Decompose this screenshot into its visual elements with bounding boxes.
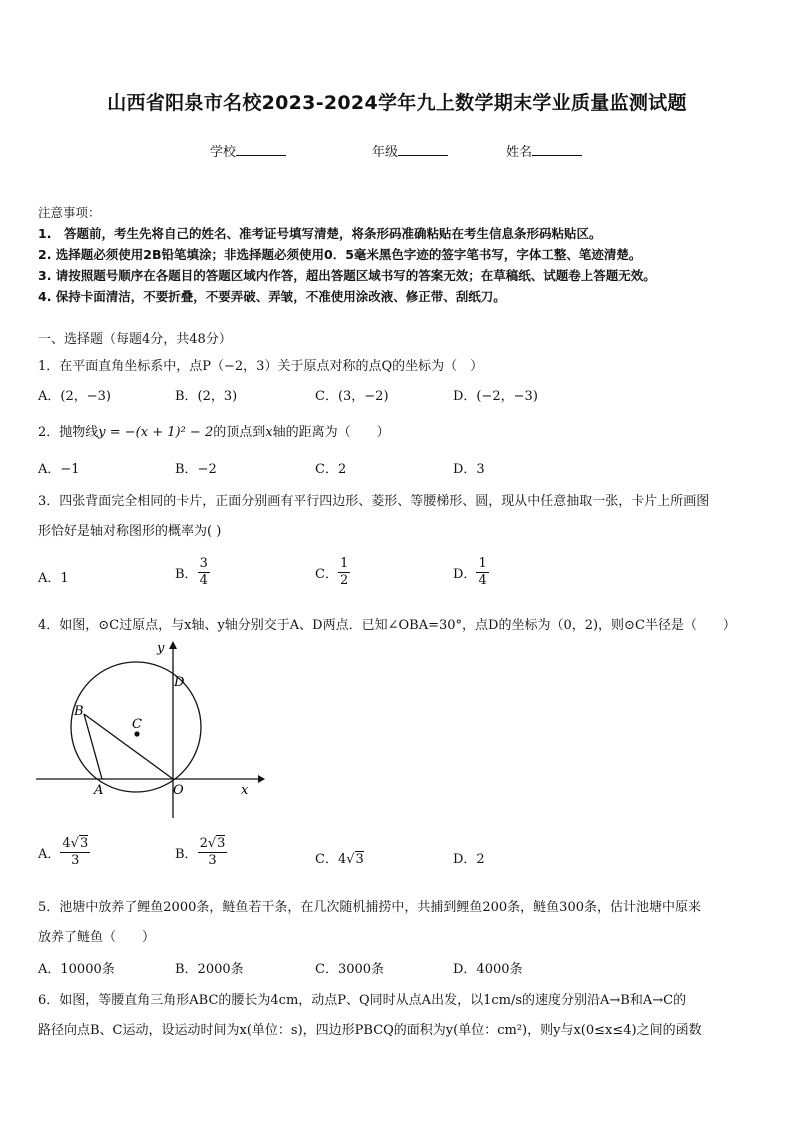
q4-a-coef: 4	[62, 836, 71, 851]
q3-d-den: 4	[478, 573, 487, 588]
name-label: 姓名	[506, 145, 533, 160]
q5-option-c: C．3000条	[315, 962, 385, 977]
q4-a-num: 4√3	[62, 836, 89, 851]
q5-stem-line2: 放养了鲢鱼（ ）	[38, 930, 156, 945]
note-item: 1. 答题前，考生先将自己的姓名、准考证号填写清楚，将条形码准确粘贴在考生信息条形码粘贴区。	[38, 226, 602, 241]
school-blank	[236, 143, 286, 156]
q3-b-den: 4	[199, 573, 208, 588]
grade-blank	[398, 143, 448, 156]
grade-field	[372, 141, 448, 160]
note-item: 3. 请按照题号顺序在各题目的答题区域内作答，超出答题区域书写的答案无效；在草稿纸、试题卷上答题无效。	[38, 268, 656, 283]
q1-option-b: B．(2，3)	[175, 389, 238, 404]
q4-b-num: 2√3	[199, 836, 226, 851]
q3-option-b	[175, 556, 210, 589]
q4-figure	[36, 640, 266, 820]
q3-c-label: C．	[315, 567, 338, 582]
q2-stem	[38, 421, 390, 440]
q3-b-fraction	[198, 556, 210, 589]
q4-a-radicand: 3	[79, 836, 89, 851]
name-blank	[532, 143, 582, 156]
q3-stem-line2: 形恰好是轴对称图形的概率为( )	[38, 524, 222, 539]
q5-stem-line1: 5．池塘中放养了鲤鱼2000条，鲢鱼若干条，在几次随机捕捞中，共捕到鲤鱼200条，鲢鱼300条，估计池塘中原来	[38, 900, 701, 915]
q3-option-c	[315, 556, 350, 589]
q2-pre: 2．抛物线	[38, 425, 99, 440]
q1-stem: 1．在平面直角坐标系中，点P（−2，3）关于原点对称的点Q的坐标为（ ）	[38, 359, 484, 374]
q2-option-d: D．3	[453, 462, 485, 477]
q2-axis: x	[265, 425, 273, 440]
q2-option-c: C．2	[315, 462, 347, 477]
q2-formula: y = −(x + 1)² − 2	[98, 425, 214, 440]
segment-bo	[84, 714, 173, 779]
label-c: C	[132, 717, 142, 732]
q1-option-c: C．(3，−2)	[315, 389, 389, 404]
q5-option-d: D．4000条	[453, 962, 523, 977]
q4-option-a	[38, 836, 90, 869]
q5-option-b: B．2000条	[175, 962, 244, 977]
school-label: 学校	[210, 145, 237, 160]
y-axis-arrow	[169, 641, 177, 649]
q3-c-den: 2	[339, 573, 349, 588]
q3-b-num: 3	[199, 556, 208, 571]
q2-post: 轴的距离为（ ）	[272, 425, 390, 440]
q4-b-coef: 2	[199, 836, 208, 851]
q4-a-fraction	[60, 836, 90, 869]
q4-c-label: C．	[315, 852, 338, 867]
x-axis-arrow	[258, 775, 265, 783]
q4-b-radicand: 3	[217, 836, 226, 851]
q4-c-radicand: 3	[355, 852, 364, 867]
q4-b-den: 3	[208, 853, 217, 868]
page-title: 山西省阳泉市名校2023-2024学年九上数学期末学业质量监测试题	[107, 92, 687, 114]
q4-b-label: B．	[175, 847, 198, 862]
q6-stem-line2: 路径向点B、C运动，设运动时间为x(单位：s)，四边形PBCQ的面积为y(单位：cm²)，则y与x(0≤x≤4)之间的函数	[38, 1023, 702, 1038]
q4-a-label: A．	[38, 847, 61, 862]
q5-option-a: A．10000条	[38, 962, 115, 977]
label-x: x	[241, 783, 249, 798]
school-field	[210, 141, 286, 160]
q3-c-fraction	[338, 556, 350, 589]
label-d: D	[174, 675, 185, 690]
section-heading: 一、选择题（每题4分，共48分）	[38, 332, 232, 347]
q2-mid: 的顶点到	[213, 425, 266, 440]
q6-stem-line1: 6．如图，等腰直角三角形ABC的腰长为4cm，动点P、Q同时从点A出发，以1cm/s的速度分别沿A→B和A→C的	[38, 993, 687, 1008]
q4-c-coef: 4	[337, 852, 347, 867]
label-o: O	[173, 783, 184, 798]
q3-d-label: D．	[453, 567, 477, 582]
q4-option-c: C．4√3	[315, 852, 364, 867]
label-y: y	[157, 641, 165, 656]
label-b: B	[74, 704, 84, 719]
q4-stem: 4．如图，⊙C过原点，与x轴、y轴分别交于A、D两点．已知∠OBA=30°，点D的坐标为（0，2)，则⊙C半径是（ ）	[38, 618, 736, 633]
grade-label: 年级	[372, 145, 399, 160]
q3-d-num: 1	[478, 556, 487, 571]
q3-c-num: 1	[339, 556, 349, 571]
q4-a-den: 3	[71, 853, 80, 868]
q2-option-b: B．−2	[175, 462, 217, 477]
q3-stem-line1: 3．四张背面完全相同的卡片，正面分别画有平行四边形、菱形、等腰梯形、圆，现从中任意抽取一张，卡片上所画图	[38, 494, 710, 509]
name-field	[506, 141, 582, 160]
q2-option-a: A．−1	[38, 462, 80, 477]
q4-option-b	[175, 836, 227, 869]
q1-option-a: A．(2，−3)	[38, 389, 111, 404]
q3-b-label: B．	[175, 567, 198, 582]
q4-b-fraction	[198, 836, 228, 869]
center-point	[134, 731, 139, 736]
notes-heading: 注意事项：	[38, 205, 101, 220]
q3-option-d	[453, 556, 489, 589]
q1-option-d: D．(−2，−3)	[453, 389, 538, 404]
q4-option-d: D．2	[453, 852, 485, 867]
note-item: 2. 选择题必须使用2B铅笔填涂；非选择题必须使用0．5毫米黑色字迹的签字笔书写，字体工整、笔迹清楚。	[38, 247, 642, 262]
note-item: 4. 保持卡面清洁，不要折叠，不要弄破、弄皱，不准使用涂改液、修正带、刮纸刀。	[38, 289, 506, 304]
q3-d-fraction	[476, 556, 488, 589]
q3-option-a: A．1	[38, 571, 69, 586]
label-a: A	[94, 783, 104, 798]
